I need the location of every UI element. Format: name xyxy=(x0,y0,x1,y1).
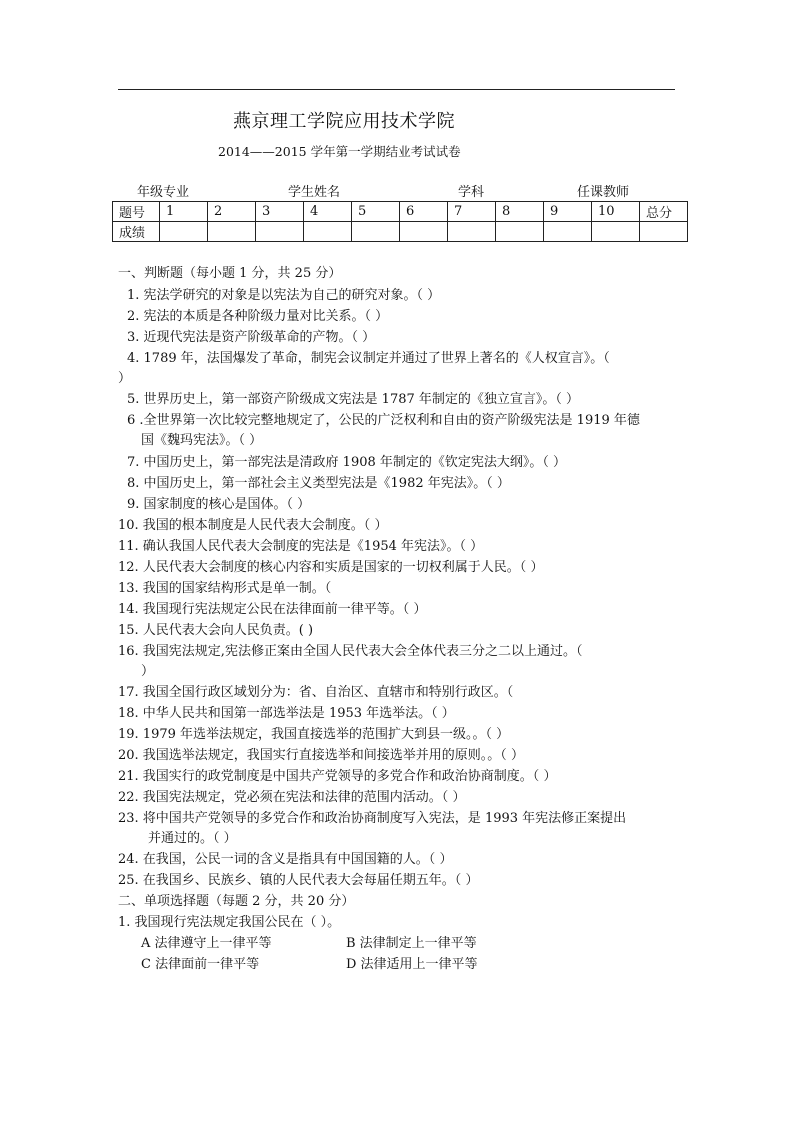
question-line: 23. 将中国共产党领导的多党合作和政治协商制度写入宪法，是 1993 年宪法修正案提出 xyxy=(118,811,627,826)
question-line: 20. 我国选举法规定，我国实行直接选举和间接选举并用的原则。。（ ） xyxy=(118,748,524,763)
student-name-label: 学生姓名 xyxy=(288,185,341,200)
grade-major-label: 年级专业 xyxy=(137,185,190,200)
grade-cell[interactable] xyxy=(496,222,544,242)
question-line: 18. 中华人民共和国第一部选举法是 1953 年选举法。（ ） xyxy=(118,706,455,721)
question-line: 国《魏玛宪法》。（ ） xyxy=(141,433,263,448)
grade-cell[interactable] xyxy=(640,222,688,242)
question-line: ） xyxy=(141,664,155,679)
question-line: 6 .全世界第一次比较完整地规定了，公民的广泛权利和自由的资产阶级宪法是 1919 年德 xyxy=(127,413,640,428)
question-line: 17. 我国全国行政区域划分为：省、自治区、直辖市和特别行政区。（ xyxy=(118,685,514,700)
grade-cell[interactable] xyxy=(400,222,448,242)
table-cell: 成绩 xyxy=(113,222,160,242)
question-line: 5. 世界历史上，第一部资产阶级成文宪法是 1787 年制定的《独立宣言》。（ ） xyxy=(127,392,580,407)
grade-cell[interactable] xyxy=(352,222,400,242)
table-cell: 5 xyxy=(352,202,400,222)
table-cell: 题号 xyxy=(113,202,160,222)
section-heading: 一、判断题（每小题 1 分，共 25 分） xyxy=(118,266,342,281)
score-table xyxy=(112,201,688,242)
table-cell: 10 xyxy=(592,202,640,222)
option-a: A 法律遵守上一律平等 xyxy=(141,936,272,951)
grade-cell[interactable] xyxy=(208,222,256,242)
table-cell: 4 xyxy=(304,202,352,222)
grade-cell[interactable] xyxy=(592,222,640,242)
question-line: 8. 中国历史上，第一部社会主义类型宪法是《1982 年宪法》。（ ） xyxy=(127,476,510,491)
table-cell: 6 xyxy=(400,202,448,222)
question-line: 22. 我国宪法规定，党必须在宪法和法律的范围内活动。（ ） xyxy=(118,790,466,805)
grade-cell[interactable] xyxy=(448,222,496,242)
score-table-header-row xyxy=(113,202,688,222)
question-line: ） xyxy=(118,371,132,386)
option-b: B 法律制定上一律平等 xyxy=(346,936,477,951)
section-heading: 二、单项选择题（每题 2 分，共 20 分） xyxy=(118,894,355,909)
question-line: 14. 我国现行宪法规定公民在法律面前一律平等。（ ） xyxy=(118,602,427,617)
question-line: 19. 1979 年选举法规定，我国直接选举的范围扩大到县一级。。（ ） xyxy=(118,727,510,742)
question-line: 16. 我国宪法规定,宪法修正案由全国人民代表大会全体代表三分之二以上通过。（ xyxy=(118,644,583,659)
question-line: 12. 人民代表大会制度的核心内容和实质是国家的一切权利属于人民。（ ） xyxy=(118,560,544,575)
grade-cell[interactable] xyxy=(544,222,592,242)
question-line: 4. 1789 年，法国爆发了革命，制宪会议制定并通过了世界上著名的《人权宣言》。（ xyxy=(127,351,610,366)
table-cell: 2 xyxy=(208,202,256,222)
question-line: 24. 在我国，公民一词的含义是指具有中国国籍的人。（ ） xyxy=(118,852,453,867)
table-cell: 1 xyxy=(160,202,208,222)
grade-cell[interactable] xyxy=(160,222,208,242)
teacher-label: 任课教师 xyxy=(577,185,630,200)
header-rule xyxy=(118,89,675,90)
question-line: 9. 国家制度的核心是国体。（ ） xyxy=(127,497,311,512)
table-cell: 总分 xyxy=(640,202,688,222)
question-line: 25. 在我国乡、民族乡、镇的人民代表大会每届任期五年。（ ） xyxy=(118,873,479,888)
table-cell: 8 xyxy=(496,202,544,222)
exam-title: 2014——2015 学年第一学期结业考试试卷 xyxy=(218,144,461,159)
table-cell: 7 xyxy=(448,202,496,222)
question-line: 1. 宪法学研究的对象是以宪法为自己的研究对象。（ ） xyxy=(127,288,441,303)
question-line: 3. 近现代宪法是资产阶级革命的产物。（ ） xyxy=(127,330,376,345)
school-title: 燕京理工学院应用技术学院 xyxy=(233,111,455,132)
question-line: 15. 人民代表大会向人民负责。( ) xyxy=(118,623,314,638)
question-line: 21. 我国实行的政党制度是中国共产党领导的多党合作和政治协商制度。（ ） xyxy=(118,769,557,784)
option-d: D 法律适用上一律平等 xyxy=(346,957,478,972)
table-cell: 9 xyxy=(544,202,592,222)
grade-cell[interactable] xyxy=(304,222,352,242)
question-line: 13. 我国的国家结构形式是单一制。（ xyxy=(118,581,332,596)
question-line: 2. 宪法的本质是各种阶级力量对比关系。（ ） xyxy=(127,309,389,324)
question-line: 7. 中国历史上，第一部宪法是清政府 1908 年制定的《钦定宪法大纲》。（ ） xyxy=(127,455,567,470)
question-line: 并通过的。（ ） xyxy=(148,831,237,846)
option-c: C 法律面前一律平等 xyxy=(141,957,260,972)
question-line: 10. 我国的根本制度是人民代表大会制度。（ ） xyxy=(118,518,388,533)
grade-cell[interactable] xyxy=(256,222,304,242)
question-line: 11. 确认我国人民代表大会制度的宪法是《1954 年宪法》。（ ） xyxy=(118,539,484,554)
score-table-grade-row xyxy=(113,222,688,242)
table-cell: 3 xyxy=(256,202,304,222)
question-line: 1. 我国现行宪法规定我国公民在（ ）。 xyxy=(118,915,341,930)
subject-label: 学科 xyxy=(458,185,485,200)
